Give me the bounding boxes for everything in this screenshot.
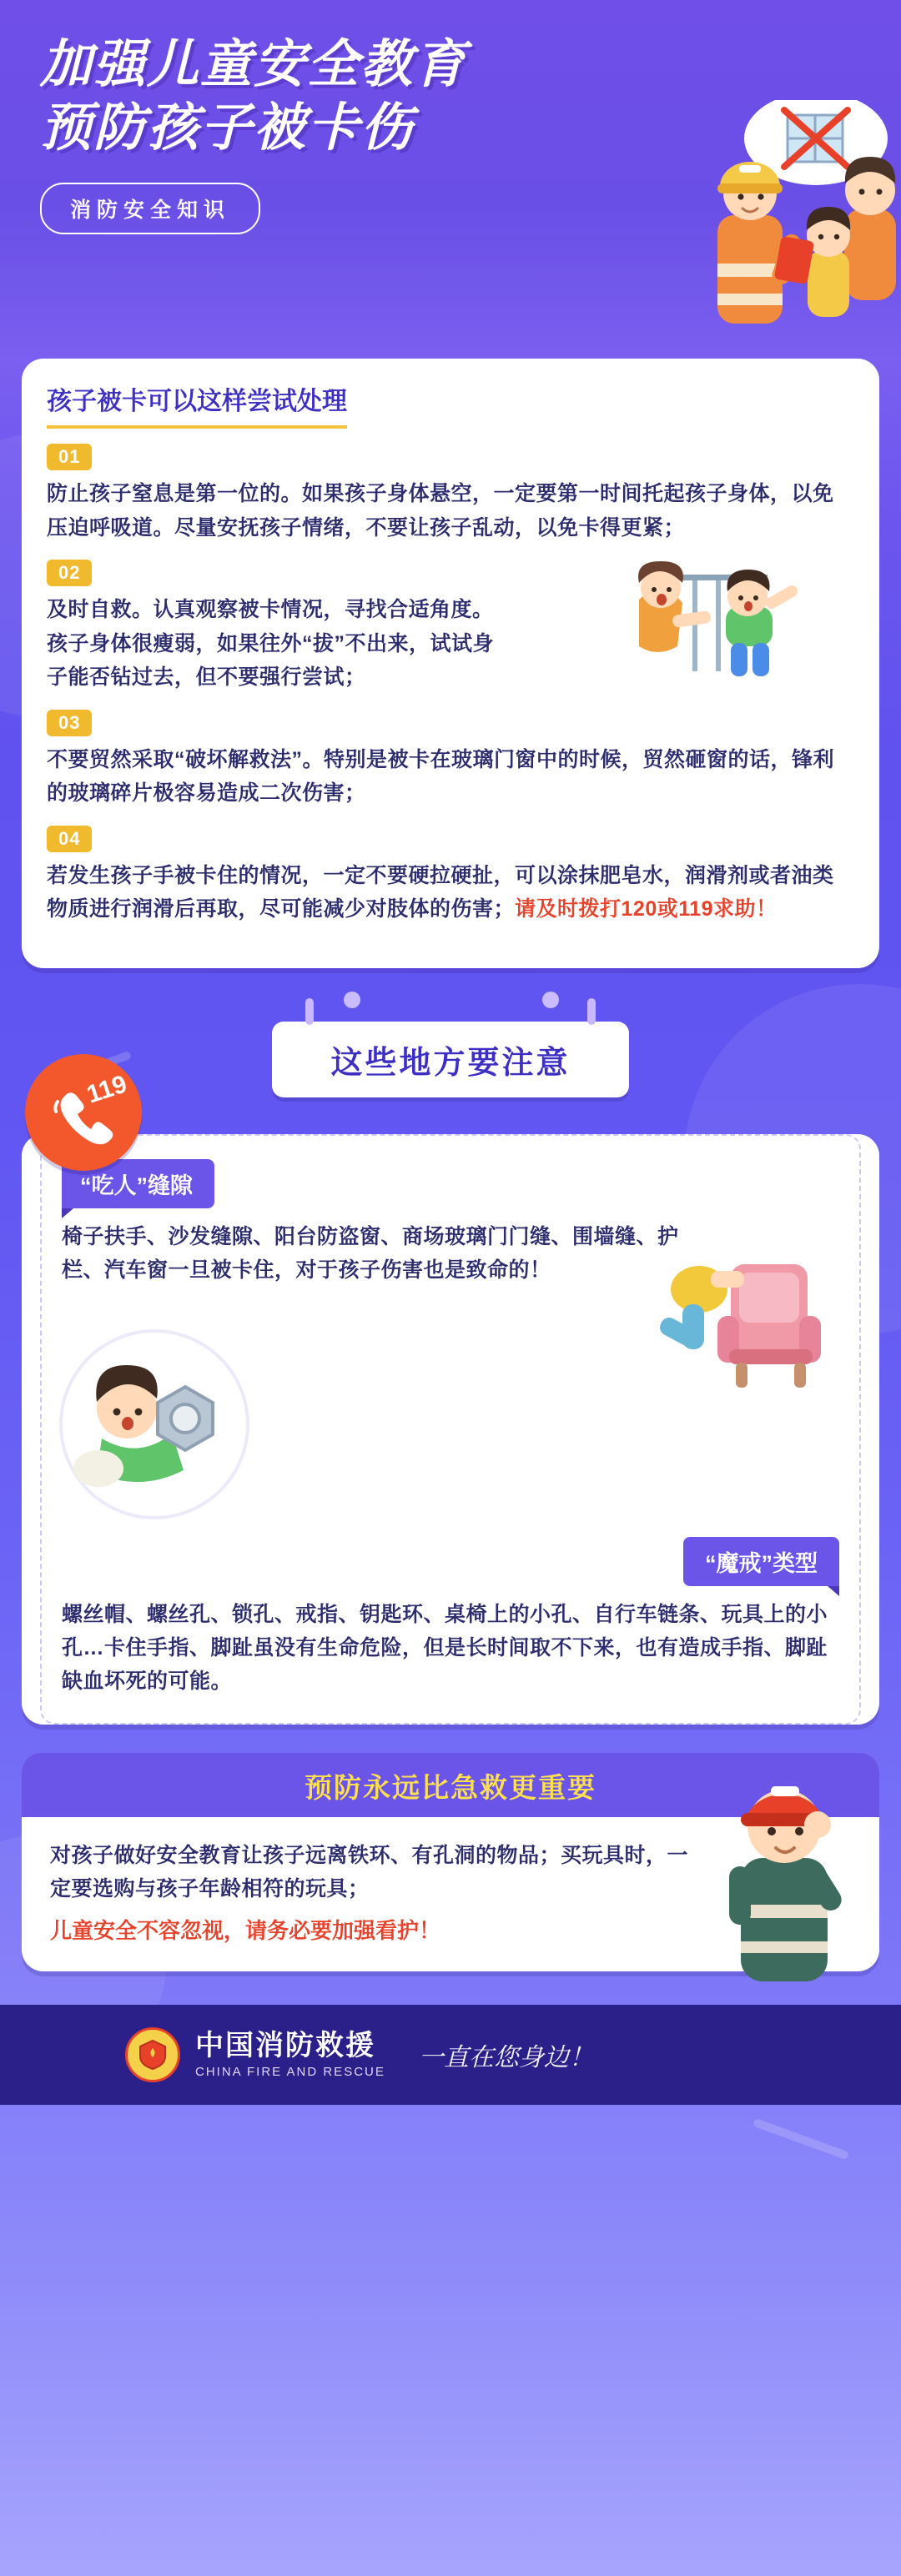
- item-number-badge: 01: [47, 444, 92, 470]
- card-handling-inner: [22, 359, 879, 968]
- card-prevention: [22, 1753, 879, 1972]
- card-places: [22, 1134, 879, 1725]
- item-number-badge: 03: [47, 710, 92, 736]
- item-number-badge: 04: [47, 826, 92, 852]
- emergency-119-badge: [25, 1054, 142, 1171]
- poster-header: [0, 0, 901, 359]
- emergency-number: 119: [83, 1070, 130, 1109]
- firefighter-salute-illustration: [692, 1733, 884, 1983]
- poster-title-line-1: 加强儿童安全教育: [40, 36, 468, 93]
- card-handling: [22, 359, 879, 968]
- place-tag-row: [62, 1537, 839, 1598]
- card-places-dashed: [40, 1134, 861, 1725]
- footer-org: [195, 2031, 385, 2079]
- place-block-ring: [62, 1537, 839, 1698]
- stuck-child-illustration: [567, 555, 834, 696]
- title-block: [0, 33, 901, 234]
- item-text: [47, 859, 854, 926]
- place-tag-gap: “吃人”缝隙: [62, 1159, 214, 1208]
- hanger-dot-right: [542, 992, 559, 1008]
- footer-org-en: CHINA FIRE AND RESCUE: [195, 2065, 385, 2080]
- poster-title-line-2: 预防孩子被卡伤: [40, 98, 415, 157]
- section-ribbon-title: 这些地方要注意: [330, 1045, 571, 1081]
- item-text-main: 若发生孩子手被卡住的情况，一定不要硬拉硬扯，可以涂抹肥皂水，润滑剂或者油类物质进行润滑后再取，尽可能减少对肢体的伤害；: [47, 863, 834, 921]
- place-block-gap: [62, 1159, 839, 1287]
- item-text: 不要贸然采取“破坏解救法”。特别是被卡在玻璃门窗中的时候，贸然砸窗的话，锋利的玻璃碎片极容易造成二次伤害；: [47, 747, 835, 805]
- handling-item: [47, 710, 854, 811]
- prevention-red-text: 儿童安全不容忽视，请务必要加强看护！: [50, 1917, 441, 1943]
- hanger-dot-left: [344, 992, 360, 1008]
- place-text-gap: 椅子扶手、沙发缝隙、阳台防盗窗、商场玻璃门门缝、围墙缝、护栏、汽车窗一旦被卡住，对于孩子伤害也是致命的！: [62, 1224, 679, 1282]
- subtitle-pill: 消防安全知识: [40, 183, 260, 234]
- prevention-text: 对孩子做好安全教育让孩子远离铁环、有孔洞的物品；买玩具时，一定要选购与孩子年龄相符的玩具；: [50, 1843, 689, 1901]
- chair-child-illustration: [631, 1218, 848, 1393]
- handling-item: [47, 826, 854, 926]
- footer-slogan: 一直在您身边！: [418, 2044, 594, 2072]
- card-prevention-title: 预防永远比急救更重要: [305, 1771, 596, 1803]
- footer-bar: [0, 2005, 901, 2105]
- place-tag-ring: “魔戒”类型: [683, 1537, 839, 1586]
- place-text-ring: 螺丝帽、螺丝孔、锁孔、戒指、钥匙环、桌椅上的小孔、自行车链条、玩具上的小孔…卡住手指、脚趾虽没有生命危险，但是长时间取不下来，也有造成手指、脚趾缺血坏死的可能。: [62, 1602, 828, 1693]
- item-number-badge: 02: [47, 560, 92, 586]
- item-text-highlight: 请及时拨打120或119求助！: [515, 897, 778, 921]
- emblem-glyph-icon: [136, 2038, 169, 2071]
- handling-item: [47, 560, 854, 695]
- section-ribbon: [272, 1022, 628, 1097]
- footer-org-cn: 中国消防救援: [195, 2029, 375, 2061]
- handling-item: [47, 444, 854, 545]
- card-handling-title: 孩子被卡可以这样尝试处理: [47, 380, 347, 429]
- item-text: 防止孩子窒息是第一位的。如果孩子身体悬空，一定要第一时间托起孩子身体，以免压迫呼吸道。尽量安抚孩子情绪，不要让孩子乱动，以免卡得更紧；: [47, 482, 834, 540]
- decor-stripe-3: [753, 2118, 849, 2160]
- item-text: 及时自救。认真观察被卡情况，寻找合适角度。孩子身体很瘦弱，如果往外“拔”不出来，试试身子能否钻过去，但不要强行尝试；: [47, 598, 495, 689]
- ring-child-illustration: [58, 1328, 250, 1520]
- fire-rescue-emblem-icon: [125, 2027, 180, 2082]
